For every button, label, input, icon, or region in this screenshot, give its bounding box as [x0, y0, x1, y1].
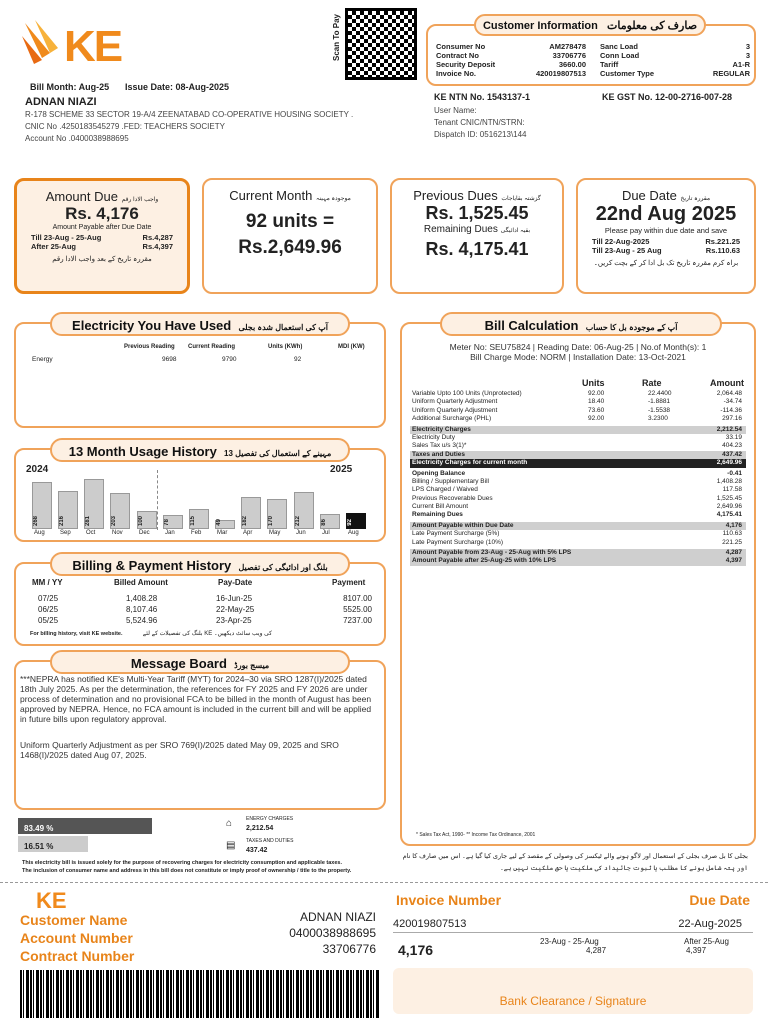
bill-calc-label: Electricity Charges for current month — [412, 459, 528, 467]
usage-bar-label: 212 — [295, 515, 301, 526]
bill-calc-amount: 1,525.45 — [716, 494, 742, 502]
billing-payment: 8107.00 — [343, 594, 372, 603]
bill-calc-row — [410, 486, 746, 494]
customer-info-row — [600, 51, 750, 60]
customer-info-row — [600, 42, 750, 51]
billing-payment: 5525.00 — [343, 605, 372, 614]
customer-info-row — [600, 60, 750, 69]
usage-bar — [58, 491, 78, 529]
usage-month-label: Sep — [60, 530, 71, 536]
payment-barcode[interactable] — [20, 970, 380, 1018]
slip-invoice-number: 420019807513 — [393, 918, 467, 930]
customer-info-value: AM278478 — [549, 42, 586, 51]
customer-info-value: 3 — [745, 51, 750, 60]
customer-info-row — [436, 69, 586, 78]
bill-calc-row — [410, 426, 746, 434]
usage-month-label: Dec — [139, 530, 150, 536]
usage-bar-label: 100 — [138, 515, 144, 526]
bill-calc-amount: 117.58 — [722, 486, 742, 494]
usage-bar-label: 268 — [33, 515, 39, 526]
scan-to-pay-label: Scan To Pay — [332, 14, 341, 61]
bill-calc-amount: 1,408.28 — [716, 477, 742, 485]
bill-calc-row — [410, 459, 746, 467]
bill-calculation-box: Meter No: SEU75824 | Reading Date: 06-Aug-25 | No.of Month(s): 1 Bill Charge Mode: NORM | Installation Date: 13-Oct-2021 Units Rate Amount Variable Upto 100 Units (Unprotected) 92.00 22.4400 2,064.48 Uniform Quarterly Adjustment 18.40 -1.8881 -34.74 Uniform Quarterly Adjustment 73.60 -1.5538 -114.36 Additional Surcharge (PHL) 92.00 3.2300 297.16 Electricity Charges 2,212.54 Electricity Duty 33.19 Sales Tax u/s 3(1)* 404.23 Taxes and Duties 437.42 Electricity Charges for current month 2,649.96 Opening Balance -0.41 Billing / Supplementary Bill 1,408.28 LPS Charged / Waived 117.58 Previous Recoverable Dues 1,525.45 Current Bill Amount 2,649.96 Remaining Dues 4,175.41 Amount Payable within Due Date 4,176 Late Payment Surcharge (5%) 110.63 Late Payment Surcharge (10%) 221.25 Amount Payable from 23-Aug - 25-Aug with 5% LPS 4,287 Amount Payable after 25-Aug-25 with 10% LPS 4,397 * Sales Tax Act, 1990- ** Income Tax Ordinance, 2001 — [400, 322, 756, 846]
slip-amount-5pct: 4,287 — [586, 946, 607, 955]
bill-calc-units: 73.60 — [588, 406, 605, 414]
slip-ke-logo: KE — [36, 888, 67, 913]
customer-info-row — [600, 69, 750, 78]
slip-customer-name-label: Customer Name — [20, 912, 128, 928]
bill-calc-label: Sales Tax u/s 3(1)* — [412, 442, 467, 450]
usage-bar — [346, 513, 366, 529]
bill-calc-row — [410, 451, 746, 459]
usage-bar — [267, 499, 287, 529]
due-date-title: Due Date — [621, 188, 677, 203]
usage-bar — [189, 509, 209, 529]
customer-info-value: 3660.00 — [558, 60, 586, 69]
slip-contract-number: 33706776 — [322, 942, 376, 956]
energy-charges-value: 2,212.54 — [246, 825, 274, 832]
billing-history-box: MM / YY Billed Amount Pay-Date Payment 07/25 1,408.28 16-Jun-25 8107.00 06/25 8,107.46 22-May-25 5525.00 05/25 5,524.96 23-Apr-25 7237.00 For billing history, visit KE website. بلنگ کی تفصیلات کے لئے KE کی ویب سائٹ دیکھیں۔ — [14, 562, 386, 646]
usage-month-label: Jan — [165, 530, 175, 536]
bill-calc-amount: 33.19 — [725, 433, 742, 441]
message-board-box — [14, 660, 386, 810]
issue-date: Issue Date: 08-Aug-2025 — [125, 82, 230, 92]
customer-info-key: Security Deposit — [436, 60, 496, 69]
billing-rows — [16, 594, 384, 627]
bill-calc-label: LPS Charged / Waived — [412, 486, 478, 494]
customer-info-value: A1-R — [732, 60, 750, 69]
bill-calc-row — [410, 557, 746, 565]
previous-dues-value: Rs. 1,525.45 — [425, 203, 529, 223]
bill-calc-rate: -1.5538 — [648, 406, 671, 414]
bill-calc-row — [410, 495, 746, 503]
bill-calc-label: Opening Balance — [412, 469, 466, 477]
electricity-used-title: Electricity You Have Used آپ کی استعمال شدہ بجلی — [50, 312, 350, 336]
bill-calc-label: Uniform Quarterly Adjustment — [412, 398, 498, 406]
bill-calc-label: Uniform Quarterly Adjustment — [412, 406, 498, 414]
dispatch-id: Dispatch ID: 0516213\144 — [434, 130, 527, 139]
usage-bar-label: 203 — [111, 515, 117, 526]
usage-month-label: Mar — [217, 530, 228, 536]
home-icon: ⌂ — [226, 818, 233, 829]
bill-calc-label: Additional Surcharge (PHL) — [412, 415, 492, 423]
billing-month: 07/25 — [38, 594, 59, 603]
customer-info-key: Invoice No. — [436, 69, 477, 78]
bill-calc-lines — [410, 390, 746, 566]
bill-calc-label: Late Payment Surcharge (5%) — [412, 530, 500, 538]
billing-pay-date: 22-May-25 — [216, 605, 255, 614]
bill-calc-row — [410, 549, 746, 557]
billing-month: 06/25 — [38, 605, 59, 614]
bill-month: Bill Month: Aug-25 — [30, 82, 110, 92]
bill-calc-units: 92.00 — [588, 415, 605, 423]
bill-calc-label: Late Payment Surcharge (10%) — [412, 538, 504, 546]
usage-bar-label: 170 — [268, 515, 274, 526]
slip-due-label: Due Date — [689, 892, 750, 908]
customer-info-key: Contract No — [436, 51, 479, 60]
current-units: 92 units = — [245, 211, 335, 232]
cut-line — [0, 882, 768, 883]
bill-calc-label: Remaining Dues — [412, 511, 463, 519]
bill-calc-row — [410, 511, 746, 519]
bill-calc-amount: 2,649.96 — [716, 459, 742, 467]
usage-month-label: Jul — [322, 530, 330, 536]
bill-calc-row — [410, 442, 746, 450]
bill-calc-label: Previous Recoverable Dues — [412, 494, 493, 502]
bill-calc-rate: 3.2300 — [648, 415, 668, 423]
bill-calc-units: 18.40 — [588, 398, 605, 406]
billing-pay-date: 16-Jun-25 — [216, 594, 253, 603]
tax-icon: ▤ — [226, 840, 236, 851]
electricity-used-box: Previous Reading Current Reading Units (KWh) MDI (KW) Energy 9698 9790 92 — [14, 322, 386, 428]
billing-amount: 1,408.28 — [126, 594, 158, 603]
bill-calc-row — [410, 522, 746, 530]
bill-calc-amount: 2,212.54 — [716, 425, 742, 433]
slip-account-number: 0400038988695 — [289, 926, 376, 940]
customer-info-right — [600, 42, 750, 78]
bill-calc-row — [410, 415, 746, 423]
bill-calc-amount: -34.74 — [723, 398, 742, 406]
usage-month-label: Aug — [34, 530, 45, 536]
billing-note: For billing history, visit KE website. — [30, 631, 123, 637]
slip-account-label: Account Number — [20, 930, 133, 946]
bill-calc-row — [410, 407, 746, 415]
bill-calc-label: Electricity Charges — [412, 425, 471, 433]
bill-calc-label: Billing / Supplementary Bill — [412, 477, 489, 485]
usage-month-label: Oct — [86, 530, 96, 536]
usage-history-box — [14, 448, 386, 542]
customer-info-value: 33706776 — [552, 51, 586, 60]
taxes-value: 437.42 — [246, 847, 268, 854]
billing-pay-date: 23-Apr-25 — [216, 616, 252, 625]
billing-row — [16, 594, 384, 605]
bill-calculation-title: Bill Calculation آپ کے موجودہ بل کا حساب — [440, 312, 722, 336]
bill-calc-label: Amount Payable after 25-Aug-25 with 10% LPS — [412, 557, 557, 565]
usage-bar — [84, 479, 104, 529]
due-date-box: Due Date مقررہ تاریخ 22nd Aug 2025 Please pay within due date and save Till 22-Aug-2025 Rs.221.25 Till 23-Aug - 25 Aug Rs.110.63 براہ کرم مقررہ تاریخ تک بل ادا کر کے بچت کریں۔ — [576, 178, 756, 294]
usage-bar — [163, 515, 183, 529]
slip-invoice-label: Invoice Number — [396, 892, 502, 908]
slip-due-date: 22-Aug-2025 — [678, 918, 742, 930]
due-date-value: 22nd Aug 2025 — [595, 203, 737, 225]
account-number: Account No .0400038988695 — [25, 134, 129, 143]
customer-info-left — [436, 42, 586, 78]
customer-info-key: Conn Load — [600, 51, 640, 60]
bill-calc-row — [410, 434, 746, 442]
billing-payment: 7237.00 — [343, 616, 372, 625]
customer-info-value: 420019807513 — [535, 69, 586, 78]
ke-gst: KE GST No. 12-00-2716-007-28 — [602, 92, 733, 102]
amount-due-title: Amount Due — [45, 189, 118, 204]
current-amount: Rs.2,649.96 — [238, 237, 342, 258]
meter-info: Meter No: SEU75824 | Reading Date: 06-Aug-25 | No.of Month(s): 1 — [449, 342, 707, 352]
current-month-title: Current Month — [229, 188, 313, 203]
customer-info-value: 3 — [745, 42, 750, 51]
slip-amount: 4,176 — [398, 942, 434, 958]
previous-dues-title: Previous Dues — [413, 188, 498, 203]
usage-bar-label: 92 — [347, 519, 353, 526]
bill-calc-row — [410, 398, 746, 406]
bill-calc-label: Variable Upto 100 Units (Unprotected) — [412, 390, 522, 397]
billing-history-title: Billing & Payment History بلنگ اور ادائیگی کی تفصیل — [50, 552, 350, 576]
bill-calc-row — [410, 470, 746, 478]
bill-mode: Bill Charge Mode: NORM | Installation Date: 13-Oct-2021 — [470, 352, 686, 362]
remaining-dues-value: Rs. 4,175.41 — [425, 239, 529, 259]
usage-bar-label: 216 — [59, 515, 65, 526]
usage-year-start: 2024 — [26, 464, 49, 475]
slip-customer-name: ADNAN NIAZI — [299, 910, 376, 924]
bill-calc-label: Taxes and Duties — [412, 450, 465, 458]
usage-bar — [241, 497, 261, 529]
usage-month-label: May — [269, 530, 281, 536]
bill-calc-label: Amount Payable within Due Date — [412, 521, 514, 529]
usage-month-label: Feb — [191, 530, 202, 536]
bill-calc-amount: 2,064.48 — [716, 390, 742, 397]
usage-bar-label: 281 — [85, 515, 91, 526]
usage-bar — [294, 492, 314, 529]
usage-month-label: Aug — [348, 530, 359, 536]
usage-bar-label: 78 — [164, 519, 170, 526]
current-month-box: Current Month موجودہ مہینہ 92 units = Rs.2,649.96 — [202, 178, 378, 294]
message-board-title: Message Board میسج بورڈ — [50, 650, 350, 674]
bill-calc-amount: 2,649.96 — [716, 503, 742, 511]
usage-bar — [32, 482, 52, 529]
usage-month-label: Apr — [243, 530, 253, 536]
billing-row — [16, 616, 384, 627]
customer-info-title: Customer Information صارف کی معلومات — [474, 14, 706, 36]
bill-calc-row — [410, 478, 746, 486]
usage-bar — [110, 493, 130, 529]
bill-calc-amount: 4,176 — [725, 521, 742, 529]
customer-info-row — [436, 60, 586, 69]
bill-calc-amount: 221.25 — [722, 538, 742, 546]
slip-contract-label: Contract Number — [20, 948, 135, 964]
usage-history-title: 13 Month Usage History 13 مہینے کے استعمال کی تفصیل — [50, 438, 350, 462]
bill-calc-amount: -114.36 — [720, 406, 742, 414]
usage-bar-label: 115 — [190, 516, 196, 526]
bill-calc-amount: -0.41 — [727, 469, 742, 477]
qr-code[interactable] — [345, 8, 417, 80]
amount-due-value: Rs. 4,176 — [65, 204, 139, 223]
bill-calc-row — [410, 539, 746, 547]
message-text-2: Uniform Quarterly Adjustment as per SRO 769(I)/2025 dated May 09, 2025 and SRO 1468(I)/2025 dated Aug 07, 2025. — [20, 740, 339, 760]
customer-info-key: Tariff — [600, 60, 619, 69]
consumer-name: ADNAN NIAZI — [25, 96, 97, 108]
customer-info-key: Customer Type — [600, 69, 655, 78]
bill-calc-amount: 404.23 — [722, 442, 742, 450]
bank-clearance-area: Bank Clearance / Signature — [393, 968, 753, 1014]
amount-due-box: Amount Due واجب الادا رقم Rs. 4,176 Amount Payable after Due Date Till 23-Aug - 25-Aug Rs.4,287 After 25-Aug Rs.4,397 مقررہ تاریخ کے بعد واجب الادا رقم — [14, 178, 190, 294]
usage-year-end: 2025 — [330, 464, 353, 475]
consumer-cnic: CNIC No .4250183545279 .FED: TEACHERS SOCIETY — [25, 122, 225, 131]
usage-month-label: Nov — [112, 530, 123, 536]
usage-bar — [320, 514, 340, 529]
previous-dues-box: Previous Dues گزشتہ بقایاجات Rs. 1,525.45 Remaining Dues بقیہ ادائیگی Rs. 4,175.41 — [390, 178, 564, 294]
usage-bar — [137, 511, 157, 529]
billing-amount: 8,107.46 — [126, 605, 158, 614]
customer-info-row — [436, 42, 586, 51]
usage-bar-label: 86 — [321, 519, 327, 526]
ke-logo — [20, 18, 150, 72]
billing-month: 05/25 — [38, 616, 59, 625]
usage-month-label: Jun — [296, 530, 306, 536]
bill-calc-label: Electricity Duty — [412, 433, 455, 441]
ke-ntn: KE NTN No. 1543137-1 — [434, 92, 531, 102]
bill-calc-rate: 22.4400 — [648, 390, 672, 397]
bill-calc-amount: 4,287 — [725, 549, 742, 557]
tax-share-bar: 16.51 % — [18, 836, 88, 852]
bill-calc-row — [410, 390, 746, 398]
bill-calc-row — [410, 530, 746, 538]
consumer-address: R-178 SCHEME 33 SECTOR 19-A/4 ZEENATABAD CO-OPERATIVE HOUSING SOCIETY . — [25, 110, 354, 119]
ke-logo-icon — [20, 18, 70, 72]
bill-calc-amount: 4,175.41 — [716, 511, 742, 519]
bill-calc-label: Amount Payable from 23-Aug - 25-Aug with 5% LPS — [412, 549, 572, 557]
bill-calc-amount: 4,397 — [725, 557, 742, 565]
usage-bar-label: 182 — [242, 515, 248, 526]
slip-amount-10pct: 4,397 — [686, 946, 707, 955]
usage-chart — [30, 476, 370, 529]
billing-row — [16, 605, 384, 616]
bill-calc-amount: 437.42 — [722, 450, 742, 458]
bill-calc-units: 92.00 — [588, 390, 605, 397]
tenant-cnic: Tenant CNIC/NTN/STRN: — [434, 118, 525, 127]
bill-calc-amount: 110.63 — [722, 530, 742, 538]
energy-share-bar: 83.49 % — [18, 818, 152, 834]
customer-info-row — [436, 51, 586, 60]
bill-calc-label: Current Bill Amount — [412, 503, 468, 511]
usage-bar — [215, 520, 235, 529]
ke-logo-text: KE — [64, 22, 122, 71]
usage-months — [30, 530, 370, 540]
usage-bar-label: 49 — [216, 519, 222, 526]
customer-info-value: REGULAR — [712, 69, 750, 78]
user-name: User Name: — [434, 106, 477, 115]
bill-calc-rate: -1.8881 — [648, 398, 671, 406]
bill-calc-amount: 297.16 — [722, 415, 742, 423]
customer-info-key: Sanc Load — [600, 42, 638, 51]
billing-amount: 5,524.96 — [126, 616, 158, 625]
customer-info-key: Consumer No — [436, 42, 486, 51]
message-text-1: ***NEPRA has notified KE's Multi-Year Tariff (MYT) for 2024–30 via SRO 1287(I)/2025 dated 18th July 2025. As per the determination, the references for FY 2025 and FY 2026 are under process of determination and no provisional FCA to be billed in the month of August has been approved by NEPRA. Hence, no FCA amount is included in the current bill and will be applied in future bills upon regulatory approval. — [20, 674, 372, 724]
bill-calc-row — [410, 503, 746, 511]
